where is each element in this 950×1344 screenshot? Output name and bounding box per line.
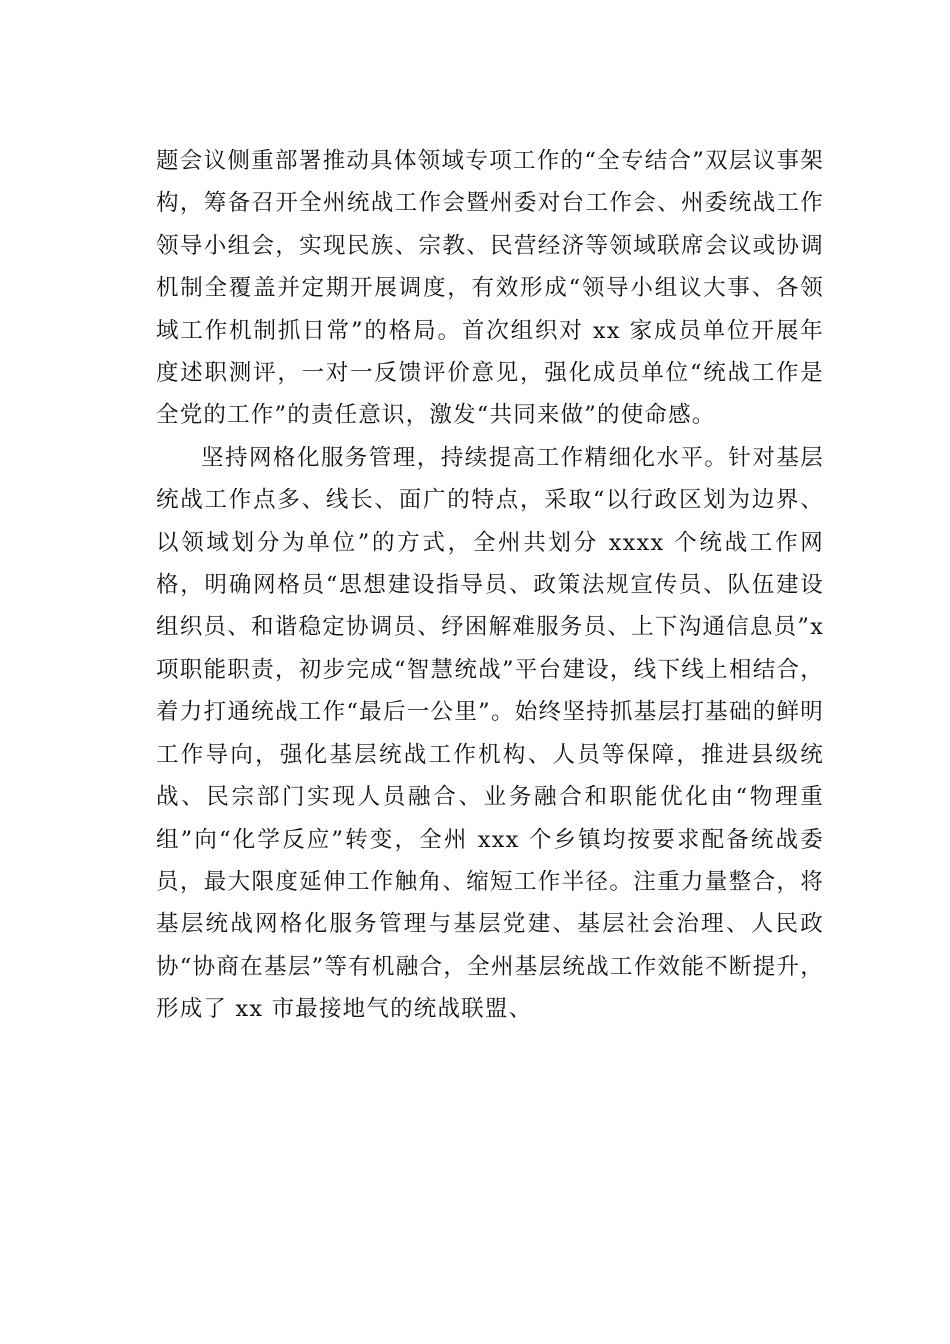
paragraph-continuation: 题会议侧重部署推动具体领域专项工作的“全专结合”双层议事架构，筹备召开全州统战工作会暨州委对台工作会、州委统战工作领导小组会，实现民族、宗教、民营经济等领域联席会议或协调机制全覆盖并定期开展调度，有效形成“领导小组议大事、各领域工作机制抓日常”的格局。首次组织对 xx 家成员单位开展年度述职测评，一对一反馈评价意见，强化成员单位“统战工作是全党的工作”的责任意识，激发“共同来做”的使命感。 (156, 148, 824, 429)
paragraph-grid-management: 坚持网格化服务管理，持续提高工作精细化水平。针对基层统战工作点多、线长、面广的特点，采取“以行政区划为边界、以领域划分为单位”的方式，全州共划分 xxxx 个统战工作网格，明确网格员“思想建设指导员、政策法规宣传员、队伍建设组织员、和谐稳定协调员、纾困解难服务员、上下沟通信息员”x 项职能职责，初步完成“智慧统战”平台建设，线下线上相结合，着力打通统战工作“最后一公里”。始终坚持抓基层打基础的鲜明工作导向，强化基层统战工作机构、人员等保障，推进县级统战、民宗部门实现人员融合、业务融合和职能优化由“物理重组”向“化学反应”转变，全州 xxx 个乡镇均按要求配备统战委员，最大限度延伸工作触角、缩短工作半径。注重力量整合，将基层统战网格化服务管理与基层党建、基层社会治理、人民政协“协商在基层”等有机融合，全州基层统战工作效能不断提升，形成了 xx 市最接地气的统战联盟、 (156, 444, 824, 1023)
document-body (156, 140, 824, 1031)
